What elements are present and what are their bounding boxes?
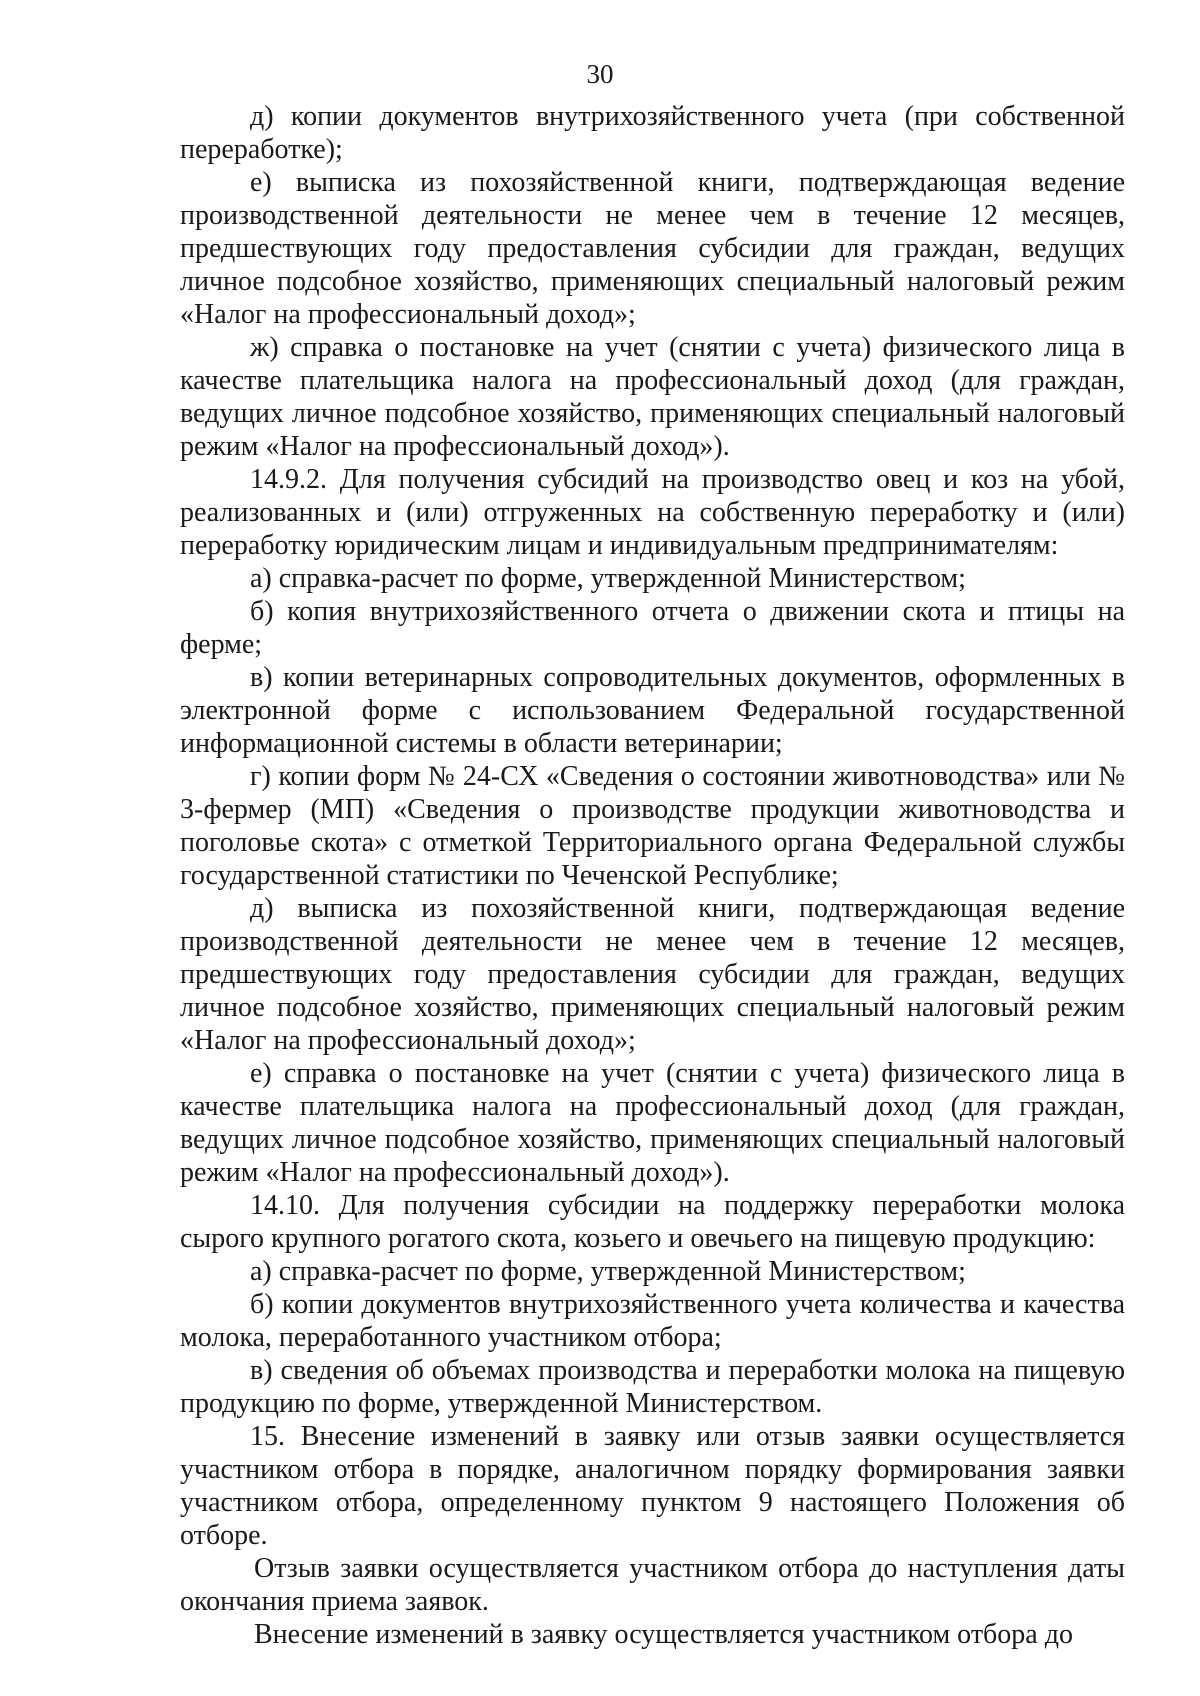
paragraph-withdrawal: Отзыв заявки осуществляется участником отбора до наступления даты окончания приема заявок. [180,1553,1125,1617]
paragraph-d-copies: д) копии документов внутрихозяйственного учета (при собственной переработке); [180,101,1125,165]
paragraph-14-10: 14.10. Для получения субсидии на поддержку переработки молока сырого крупного рогатого скота, козьего и овечьего на пищевую продукцию: [180,1190,1125,1254]
paragraph-v-veterinary: в) копии ветеринарных сопроводительных документов, оформленных в электронной форме с использованием Федеральной государственной информационной системы в области ветеринарии; [180,662,1125,759]
paragraph-zh-certificate: ж) справка о постановке на учет (снятии с учета) физического лица в качестве плательщика налога на профессиональный доход (для граждан, ведущих личное подсобное хозяйство, применяющих специальный налоговый режим «Налог на профессиональный доход»). [180,332,1125,462]
paragraph-b-report: б) копия внутрихозяйственного отчета о движении скота и птицы на ферме; [180,596,1125,660]
paragraph-d-extract: д) выписка из похозяйственной книги, подтверждающая ведение производственной деятельности не менее чем в течение 12 месяцев, предшествующих году предоставления субсидии для граждан, ведущих личное подсобное хозяйство, применяющих специальный налоговый режим «Налог на профессиональный доход»; [180,893,1125,1056]
document-body [180,100,1125,1651]
paragraph-15-changes: 15. Внесение изменений в заявку или отзыв заявки осуществляется участником отбора в порядке, аналогичном порядку формирования заявки участником отбора, определенному пунктом 9 настоящего Положения об отборе. [180,1421,1125,1551]
paragraph-a-calculation-2: а) справка-расчет по форме, утвержденной Министерством; [250,1256,966,1287]
paragraph-b-milk-docs: б) копии документов внутрихозяйственного учета количества и качества молока, переработанного участником отбора; [180,1289,1125,1353]
paragraph-amendments: Внесение изменений в заявку осуществляется участником отбора до [254,1619,1073,1650]
page-number: 30 [586,59,614,89]
paragraph-e-certificate: е) справка о постановке на учет (снятии с учета) физического лица в качестве плательщика налога на профессиональный доход (для граждан, ведущих личное подсобное хозяйство, применяющих специальный налоговый режим «Налог на профессиональный доход»). [180,1058,1125,1188]
paragraph-a-calculation: а) справка-расчет по форме, утвержденной Министерством; [250,563,966,594]
paragraph-e-extract: е) выписка из похозяйственной книги, подтверждающая ведение производственной деятельности не менее чем в течение 12 месяцев, предшествующих году предоставления субсидии для граждан, ведущих личное подсобное хозяйство, применяющих специальный налоговый режим «Налог на профессиональный доход»; [180,167,1125,330]
paragraph-g-forms: г) копии форм № 24-СХ «Сведения о состоянии животноводства» или № 3-фермер (МП) «Сведения о производстве продукции животноводства и поголовье скота» с отметкой Территориального органа Федеральной службы государственной статистики по Чеченской Республике; [180,761,1125,891]
paragraph-14-9-2: 14.9.2. Для получения субсидий на производство овец и коз на убой, реализованных и (или) отгруженных на собственную переработку и (или) переработку юридическим лицам и индивидуальным предпринимателям: [180,464,1125,561]
paragraph-v-milk-volumes: в) сведения об объемах производства и переработки молока на пищевую продукцию по форме, утвержденной Министерством. [180,1355,1125,1419]
